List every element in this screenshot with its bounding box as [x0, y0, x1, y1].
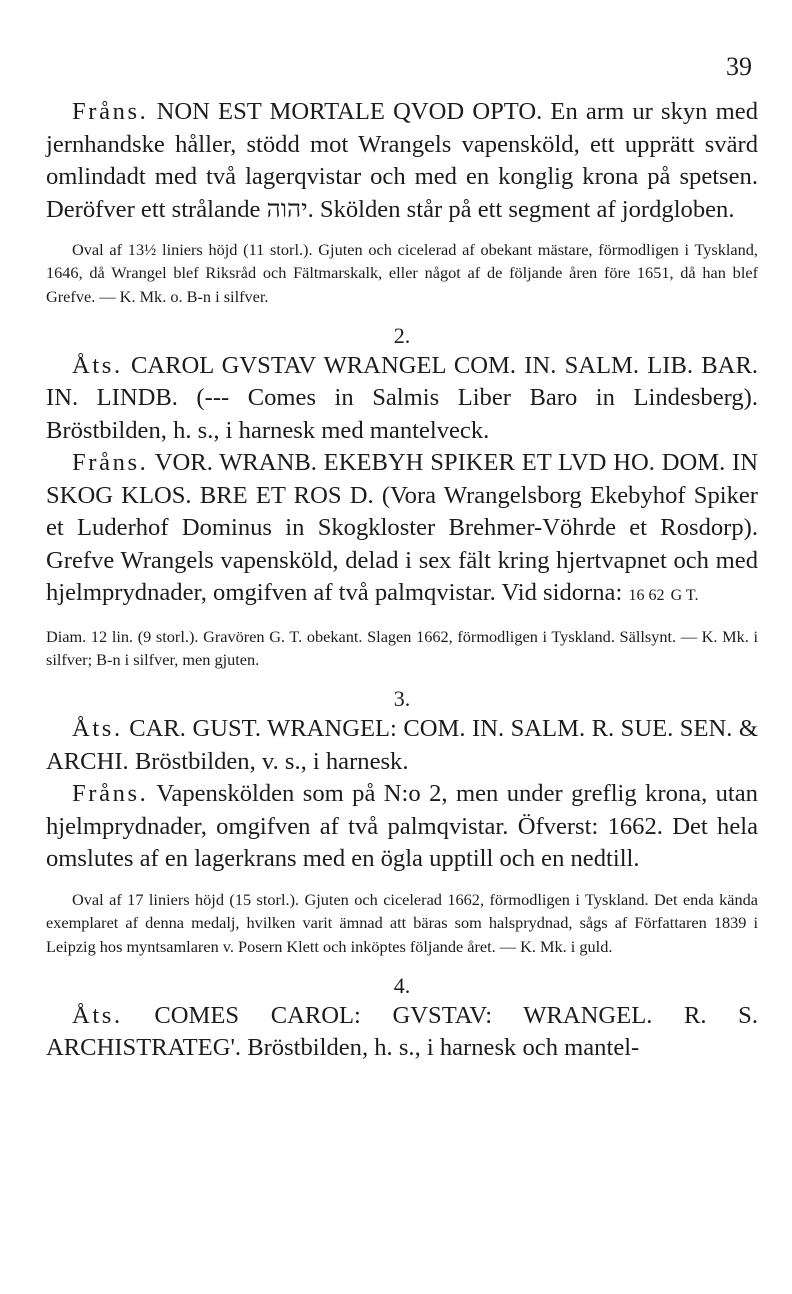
sides-text: 16 62	[628, 587, 665, 605]
entry-3-reverse-text: Vapenskölden som på N:o 2, men under greflig krona, utan hjelmprydnader, omgifven af två palmqvistar. Öfverst: 1662. Det hela omslutes af en lagerkrans med en ögla upptill och en nedtill.	[46, 780, 758, 873]
entry-2-obverse	[46, 350, 758, 448]
entry-4-number: 4.	[393, 972, 411, 998]
entry-3-note: Oval af 17 liniers höjd (15 storl.). Gjuten och cicelerad 1662, förmodligen i Tyskland. Det enda kända exemplaret af denna medalj, hvilken varit ämnad att bäras som halsprydnad, sågs af Författaren 1839 i Leipzig hos myntsamlaren v. Posern Klett och inköptes följande året. — K. Mk. i guld.	[46, 889, 758, 956]
entry-3-number: 3.	[393, 686, 411, 712]
page-number: 39	[726, 52, 752, 81]
entry-2-number: 2.	[393, 322, 411, 348]
frans-label: Fråns.	[72, 780, 149, 808]
entry-2-note: Diam. 12 lin. (9 storl.). Gravören G. T. obekant. Slagen 1662, förmodligen i Tyskland. Sällsynt. — K. Mk. i silfver; B-n i silfver, men gjuten.	[46, 626, 758, 670]
entry-3-obverse	[46, 713, 758, 778]
entry-2-reverse	[46, 447, 758, 613]
frans-label: Fråns.	[72, 98, 149, 125]
entry-3-reverse	[46, 778, 758, 876]
ats-label: Åts.	[72, 1001, 123, 1029]
entry-1-reverse	[46, 96, 758, 226]
entry-1-reverse-text: NON EST MORTALE QVOD OPTO. En arm ur skyn med jernhandske håller, stödd mot Wrangels vapensköld, ett upprätt svärd omlindadt med två lagerqvistar och med en konglig krona på spetsen. Deröfver ett strålande יהוה. Skölden står på ett segment af jordgloben.	[46, 98, 758, 223]
page-content	[46, 96, 758, 1065]
entry-2-obverse-text: CAROL GVSTAV WRANGEL COM. IN. SALM. LIB. BAR. IN. LINDB. (--- Comes in Salmis Liber Baro in Lindesberg). Bröstbilden, h. s., i harnesk med mantelveck.	[46, 351, 758, 444]
sides-letters: G T.	[670, 587, 699, 605]
entry-3-obverse-text: CAR. GUST. WRANGEL: COM. IN. SALM. R. SUE. SEN. & ARCHI. Bröstbilden, v. s., i harnesk.	[46, 715, 759, 775]
entry-2-reverse-text: VOR. WRANB. EKEBYH SPIKER ET LVD HO. DOM. IN SKOG KLOS. BRE ET ROS D. (Vora Wrangelsborg Ekebyhof Spiker et Luderhof Dominus in Skogkloster Brehmer-Vöhrde et Rosdorp). Grefve Wrangels vapensköld, delad i sex fält kring hjertvapnet och med hjelmprydnader, omgifven af två palmqvistar. Vid sidorna:	[46, 449, 758, 607]
ats-label: Åts.	[72, 351, 123, 379]
ats-label: Åts.	[72, 715, 123, 743]
frans-label: Fråns.	[72, 449, 149, 477]
entry-1-note: Oval af 13½ liniers höjd (11 storl.). Gjuten och cicelerad af obekant mästare, förmodligen i Tyskland, 1646, då Wrangel blef Riksråd och Fältmarskalk, eller något af de följande åren före 1651, då han blef Grefve. — K. Mk. o. B-n i silfver.	[46, 240, 758, 306]
entry-4-obverse-text: COMES CAROL: GVSTAV: WRANGEL. R. S. ARCHISTRATEG'. Bröstbilden, h. s., i harnesk och mantel-	[46, 1001, 758, 1062]
entry-4-obverse	[46, 1000, 758, 1065]
